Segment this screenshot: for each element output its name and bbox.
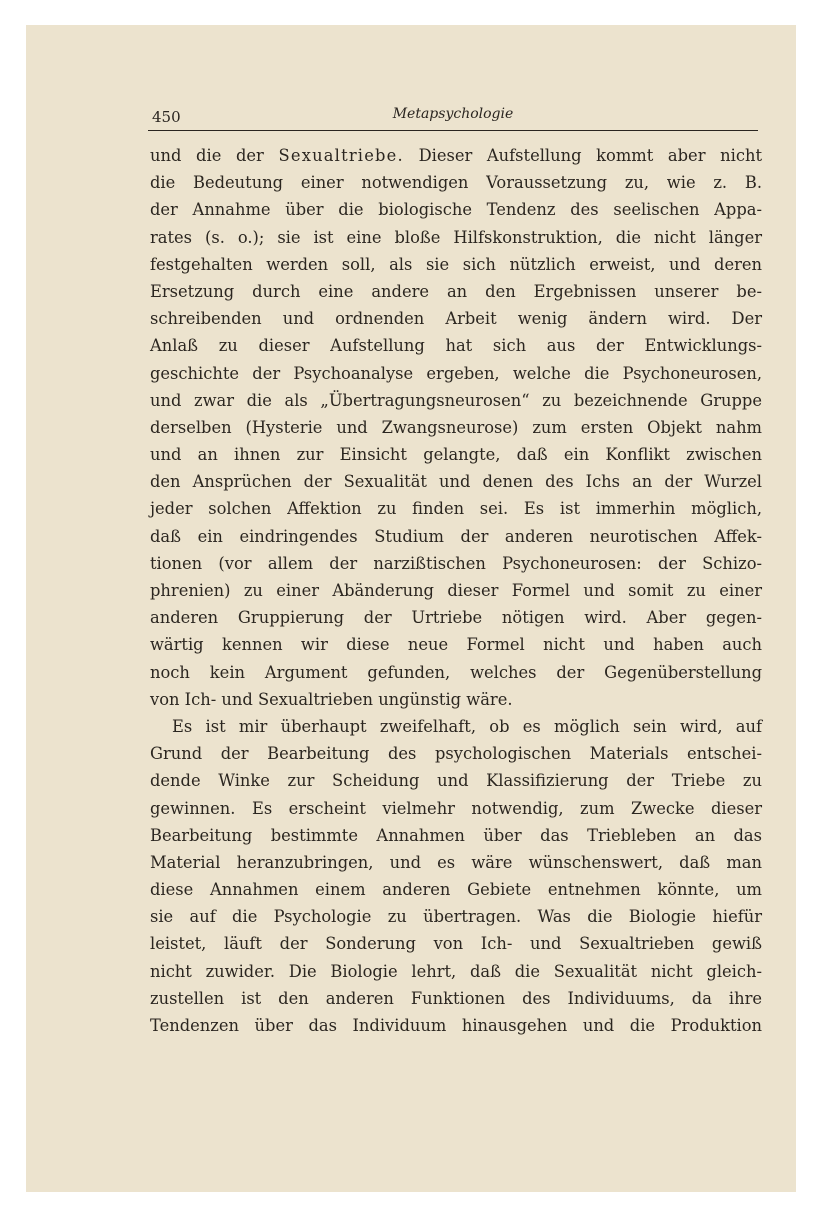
text-line: festgehalten werden soll, als sie sich nützlich erweist, und deren (150, 254, 762, 274)
text-line: Tendenzen über das Individuum hinausgehen und die Produktion (150, 1016, 762, 1035)
text-line: phrenien) zu einer Abänderung dieser Formel und somit zu einer (150, 581, 762, 600)
text-line: Ersetzung durch eine andere an den Ergebnissen unserer be- (150, 281, 762, 301)
text-line-1-rest: Dieser Aufstellung kommt aber nicht (418, 146, 762, 165)
text-line: sie auf die Psychologie zu übertragen. Was die Biologie hiefür (150, 907, 762, 927)
text-line: rates (s. o.); sie ist eine bloße Hilfskonstruktion, die nicht länger (150, 227, 762, 247)
text-line: noch kein Argument gefunden, welches der Gegenüberstellung (150, 662, 762, 682)
text-line: geschichte der Psychoanalyse ergeben, welche die Psychoneurosen, (150, 363, 762, 383)
text-line: dende Winke zur Scheidung und Klassifizierung der Triebe zu (150, 771, 762, 791)
text-line: derselben (Hysterie und Zwangsneurose) zum ersten Objekt nahm (150, 417, 762, 437)
text-line: tionen (vor allem der narzißtischen Psychoneurosen: der Schizo- (150, 553, 762, 573)
text-line: Grund der Bearbeitung des psychologischen Materials entschei- (150, 744, 762, 764)
text-line: Anlaß zu dieser Aufstellung hat sich aus der Entwicklungs- (150, 336, 762, 356)
text-line: der Annahme über die biologische Tendenz des seelischen Appa- (150, 200, 762, 220)
text-line: den Ansprüchen der Sexualität und denen des Ichs an der Wurzel (150, 472, 762, 492)
text-line: Material heranzubringen, und es wäre wünschenswert, daß man (150, 852, 762, 872)
text-line: und zwar die als „Übertragungsneurosen“ zu bezeichnende Gruppe (150, 390, 762, 410)
text-line: schreibenden und ordnenden Arbeit wenig ändern wird. Der (150, 309, 762, 329)
text-line: jeder solchen Affektion zu finden sei. Es ist immerhin möglich, (150, 499, 762, 519)
running-header (148, 106, 758, 131)
text-line: nicht zuwider. Die Biologie lehrt, daß die Sexualität nicht gleich- (150, 961, 762, 981)
text-line-1 (150, 142, 762, 169)
page-number: 450 (152, 108, 181, 126)
text-line: leistet, läuft der Sonderung von Ich- und Sexualtrieben gewiß (150, 934, 762, 954)
body-text (150, 142, 762, 1039)
text-line: zustellen ist den anderen Funktionen des Individuums, da ihre (150, 988, 762, 1008)
text-line-paragraph-end: von Ich- und Sexualtrieben ungünstig wäre. (150, 689, 513, 709)
text-line: Bearbeitung bestimmte Annahmen über das Triebleben an das (150, 825, 762, 845)
text-line: die Bedeutung einer notwendigen Voraussetzung zu, wie z. B. (150, 173, 762, 193)
text-line-paragraph-start: Es ist mir überhaupt zweifelhaft, ob es möglich sein wird, auf (172, 716, 762, 736)
text-line-1-prefix: und die der (150, 146, 279, 165)
text-line: daß ein eindringendes Studium der anderen neurotischen Affek- (150, 526, 762, 546)
text-line: und an ihnen zur Einsicht gelangte, daß ein Konflikt zwischen (150, 445, 762, 465)
text-line: wärtig kennen wir diese neue Formel nicht und haben auch (150, 635, 762, 655)
running-title: Metapsychologie (392, 106, 514, 122)
text-line: anderen Gruppierung der Urtriebe nötigen wird. Aber gegen- (150, 608, 762, 628)
text-line: diese Annahmen einem anderen Gebiete entnehmen könnte, um (150, 880, 762, 900)
text-line: gewinnen. Es erscheint vielmehr notwendig, zum Zwecke dieser (150, 798, 762, 818)
text-line-1-spaced-word: Sexualtriebe. (278, 146, 404, 165)
